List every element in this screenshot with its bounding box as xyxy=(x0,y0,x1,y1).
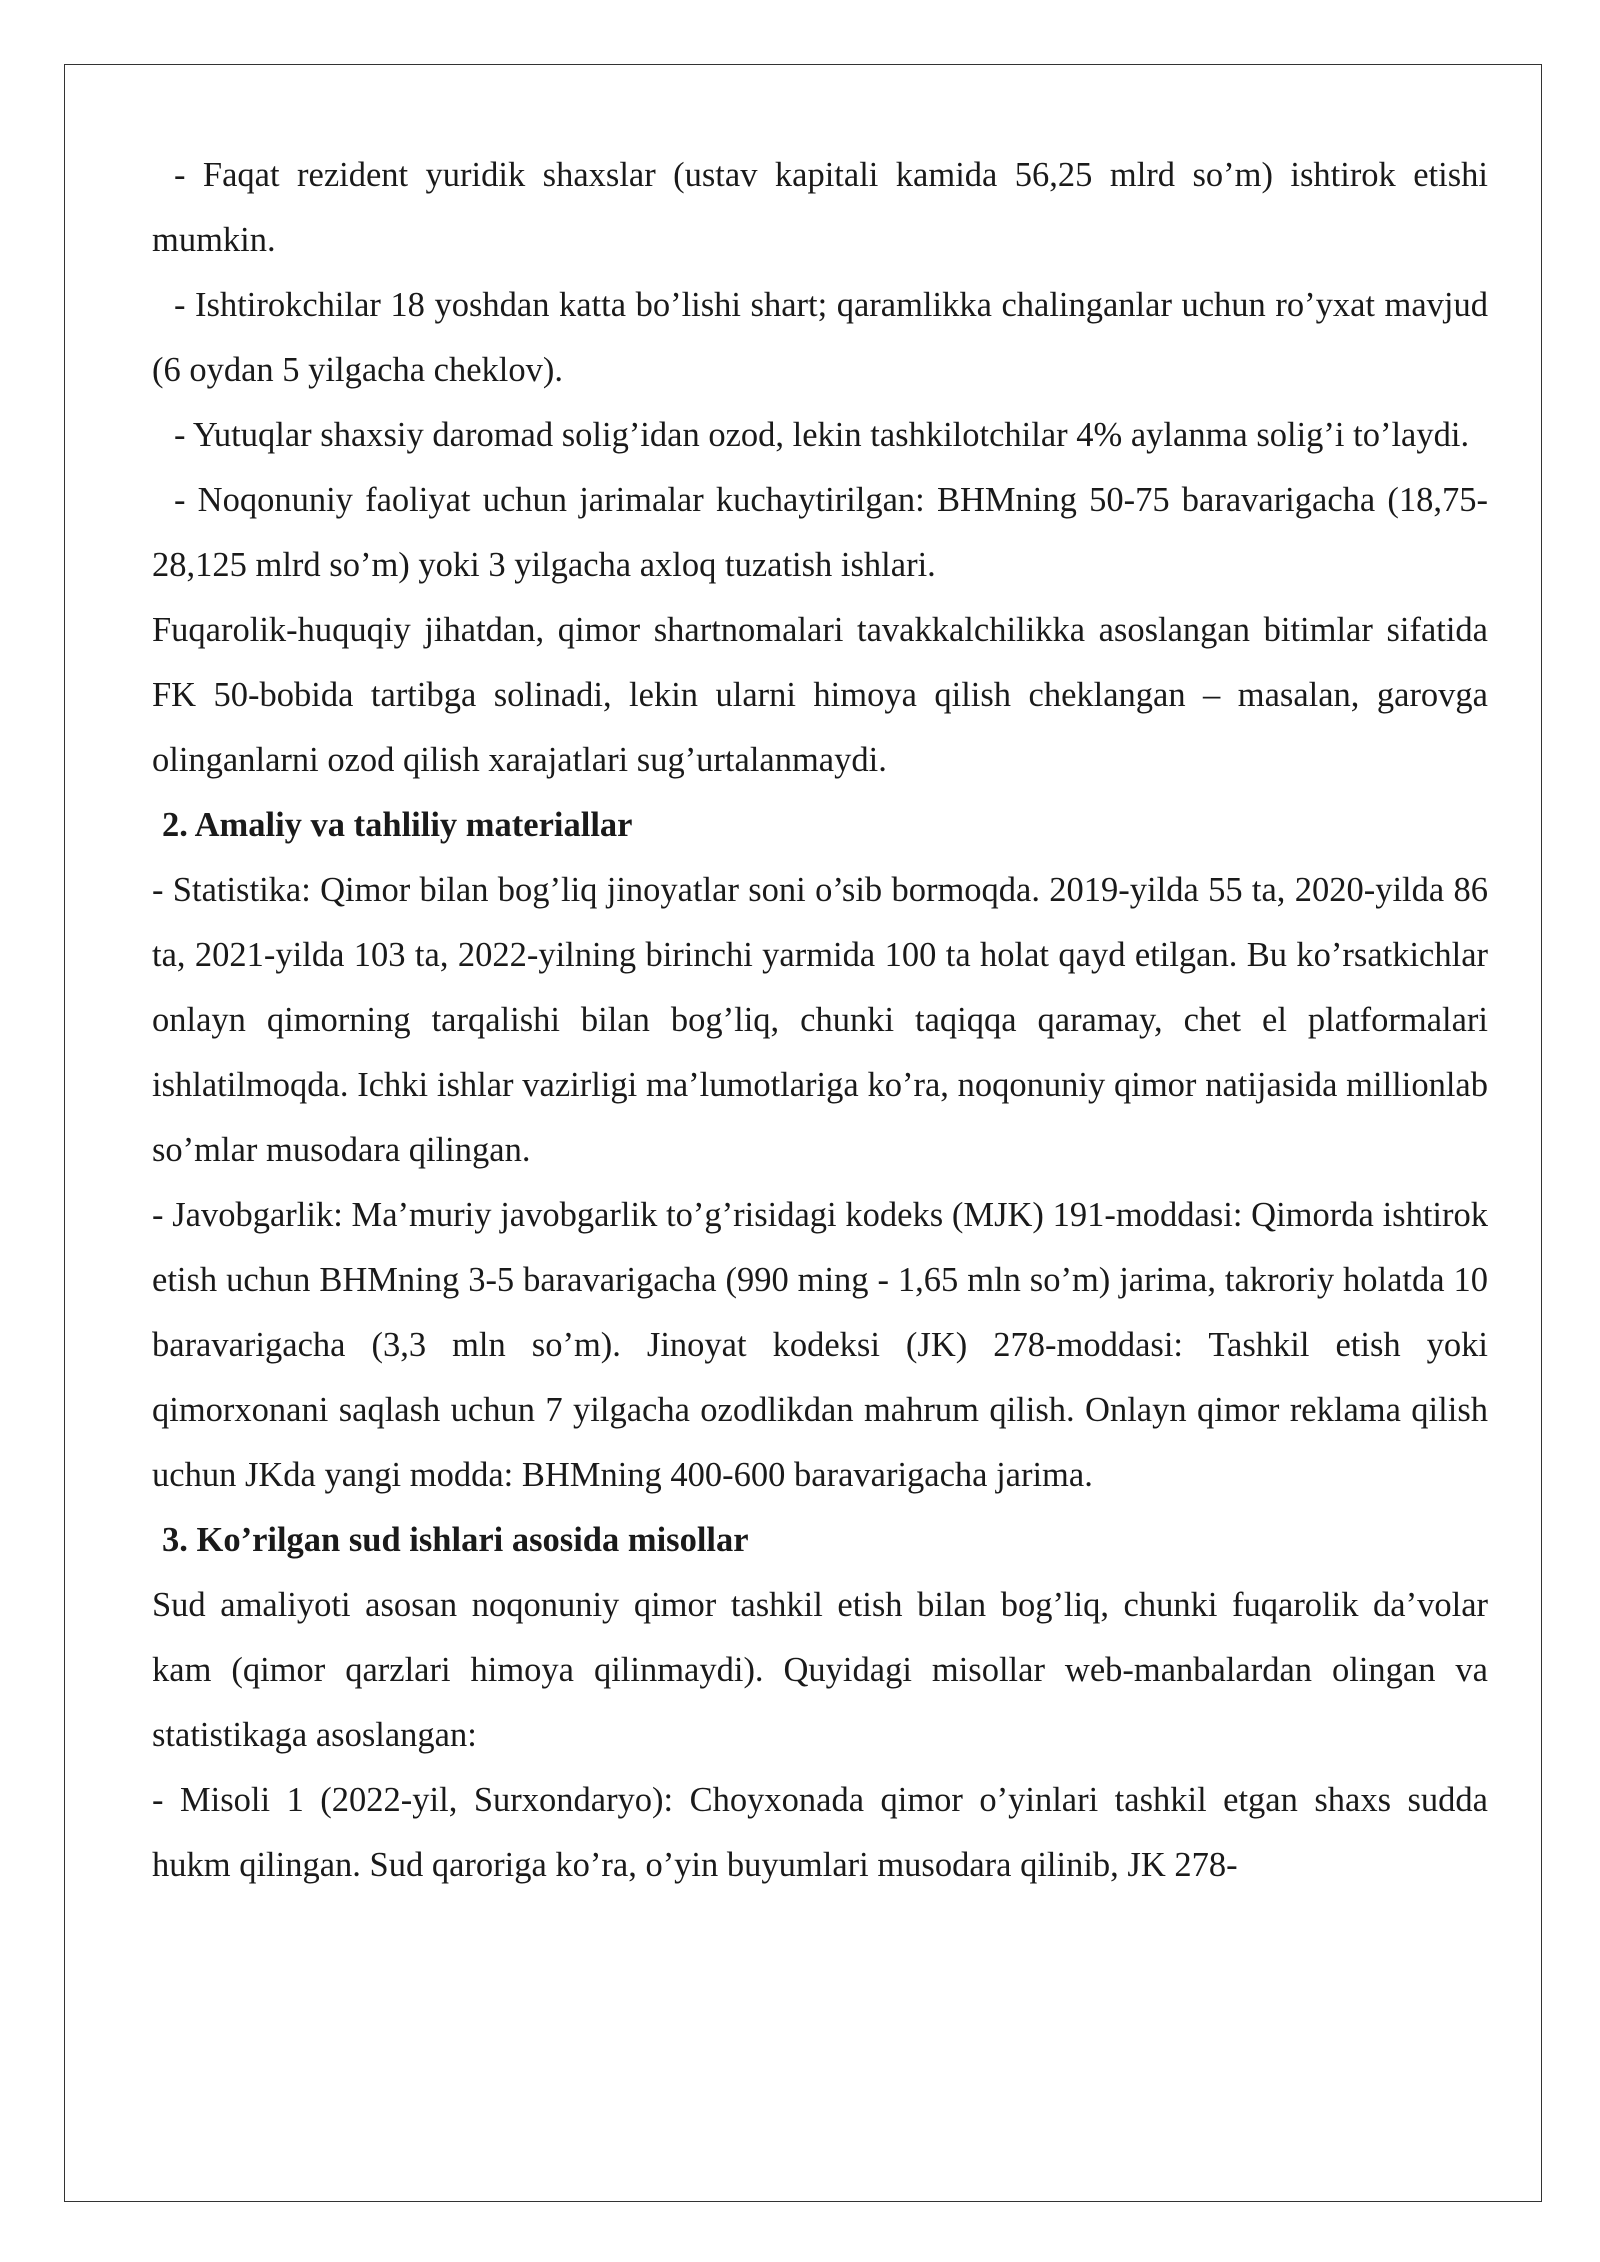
paragraph-civil-law: Fuqarolik-huquqiy jihatdan, qimor shartnomalari tavakkalchilikka asoslangan bitimlar sifatida FK 50-bobida tartibga solinadi, lekin ularni himoya qilish cheklangan – masalan, garovga olinganlarni ozod qilish xarajatlari sug’urtalanmaydi. xyxy=(152,611,1488,779)
paragraph-example-1: - Misoli 1 (2022-yil, Surxondaryo): Choyxonada qimor o’yinlari tashkil etgan shaxs sudda hukm qilingan. Sud qaroriga ko’ra, o’yin buyumlari musodara qilinib, JK 278- xyxy=(152,1781,1488,1884)
paragraph-statistics: - Statistika: Qimor bilan bog’liq jinoyatlar soni o’sib bormoqda. 2019-yilda 55 ta, 2020-yilda 86 ta, 2021-yilda 103 ta, 2022-yilning birinchi yarmida 100 ta holat qayd etilgan. Bu ko’rsatkichlar onlayn qimorning tarqalishi bilan bog’liq, chunki taqiqqa qaramay, chet el platformalari ishlatilmoqda. Ichki ishlar vazirligi ma’lumotlariga ko’ra, noqonuniy qimor natijasida millionlab so’mlar musodara qilingan. xyxy=(152,871,1488,1169)
paragraph-liability: - Javobgarlik: Ma’muriy javobgarlik to’g’risidagi kodeks (MJK) 191-moddasi: Qimorda ishtirok etish uchun BHMning 3-5 baravarigacha (990 ming - 1,65 mln so’m) jarima, takroriy holatda 10 baravarigacha (3,3 mln so’m). Jinoyat kodeksi (JK) 278-moddasi: Tashkil etish yoki qimorxonani saqlash uchun 7 yilgacha ozodlikdan mahrum qilish. Onlayn qimor reklama qilish uchun JKda yangi modda: BHMning 400-600 baravarigacha jarima. xyxy=(152,1196,1488,1494)
paragraph-penalties: - Noqonuniy faoliyat uchun jarimalar kuchaytirilgan: BHMning 50-75 baravarigacha (18,75-28,125 mlrd so’m) yoki 3 yilgacha axloq tuzatish ishlari. xyxy=(152,481,1488,584)
section-heading-practical-materials: 2. Amaliy va tahliliy materiallar xyxy=(162,806,633,844)
paragraph-court-practice: Sud amaliyoti asosan noqonuniy qimor tashkil etish bilan bog’liq, chunki fuqarolik da’volar kam (qimor qarzlari himoya qilinmaydi). Quyidagi misollar web-manbalardan olingan va statistikaga asoslangan: xyxy=(152,1586,1488,1754)
section-heading-court-cases: 3. Ko’rilgan sud ishlari asosida misollar xyxy=(162,1521,749,1559)
document-body xyxy=(152,143,1488,1898)
paragraph-age-requirement: - Ishtirokchilar 18 yoshdan katta bo’lishi shart; qaramlikka chalinganlar uchun ro’yxat mavjud (6 oydan 5 yilgacha cheklov). xyxy=(152,286,1488,389)
paragraph-tax-exemption: - Yutuqlar shaxsiy daromad solig’idan ozod, lekin tashkilotchilar 4% aylanma solig’i to’laydi. xyxy=(174,416,1470,454)
paragraph-resident-entities: - Faqat rezident yuridik shaxslar (ustav kapitali kamida 56,25 mlrd so’m) ishtirok etishi mumkin. xyxy=(152,156,1488,259)
